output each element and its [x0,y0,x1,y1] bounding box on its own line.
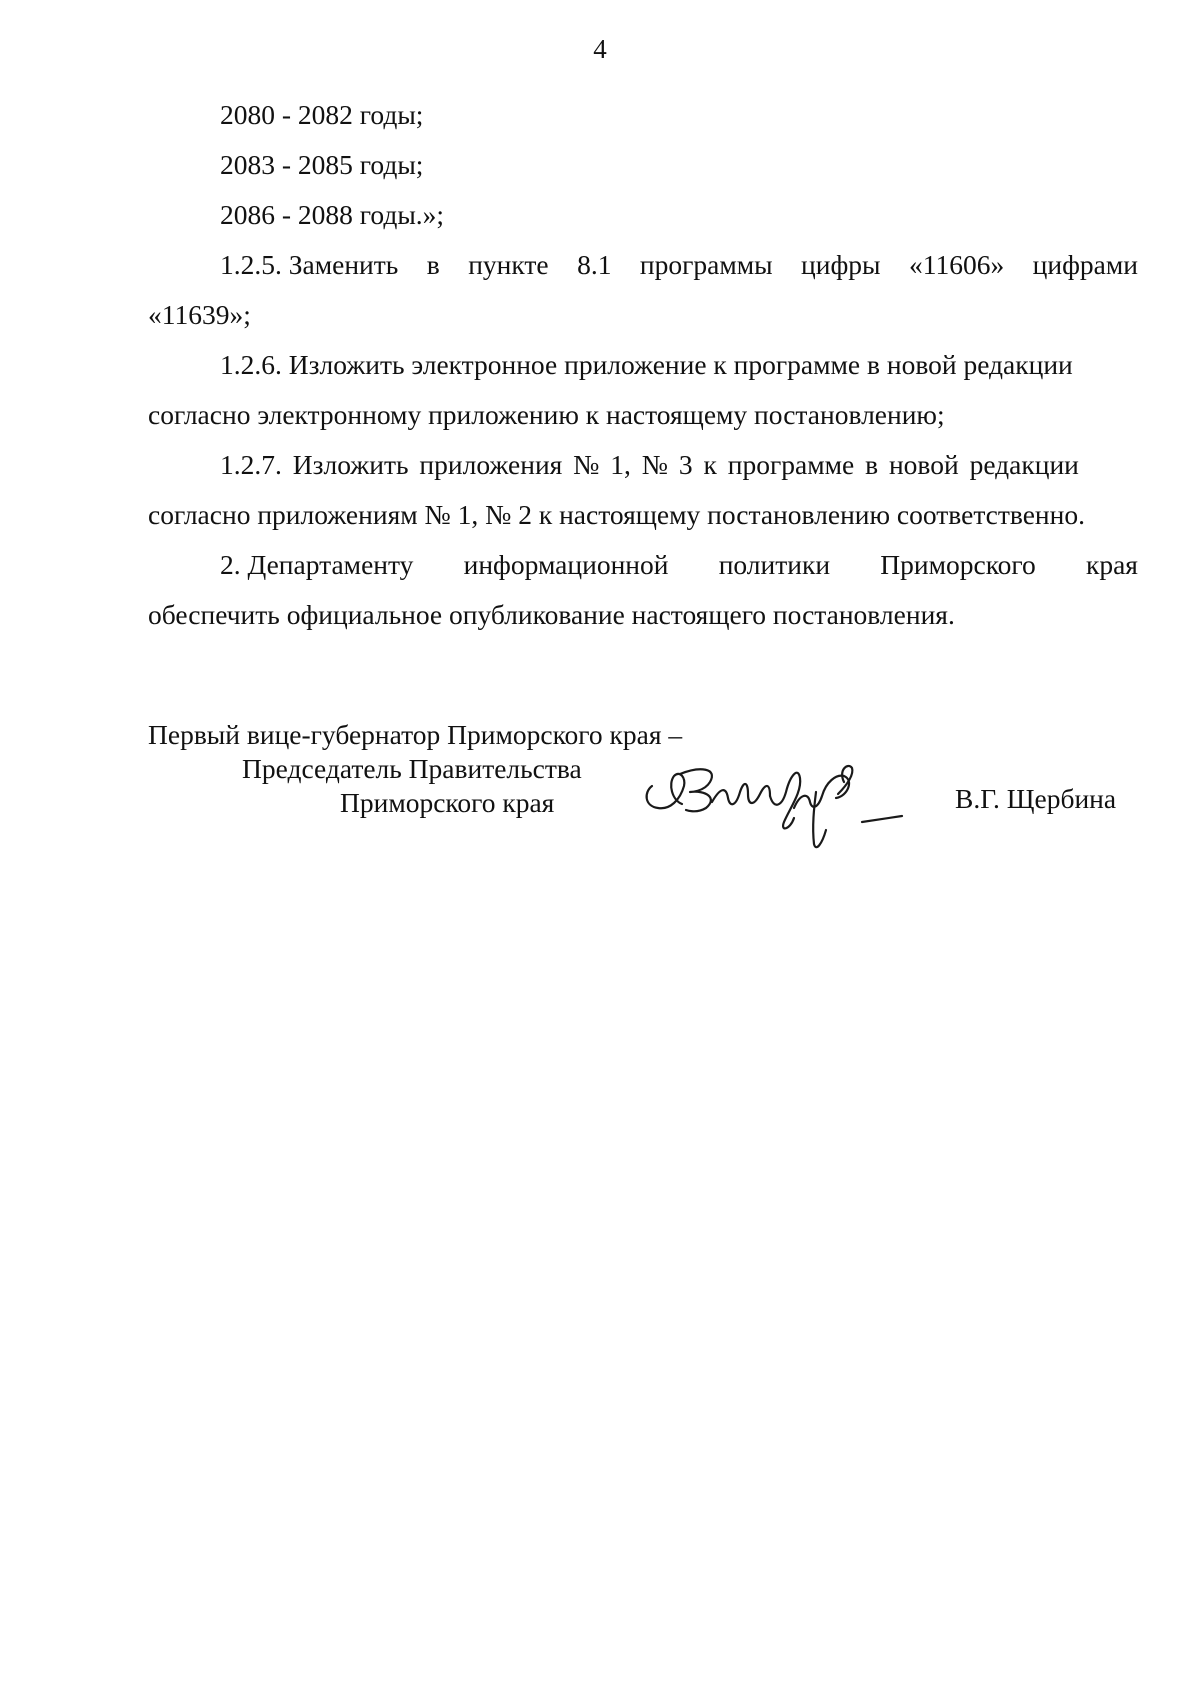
word: политики [718,549,831,580]
signatory-title-line1: Первый вице-губернатор Приморского края – [148,719,683,750]
word: цифрами [1032,249,1138,280]
word: пункте [468,249,549,280]
word: Приморского [880,549,1036,580]
year-range-line: 2086 - 2088 годы.»; [220,199,445,230]
item-2-line1 [148,540,1138,590]
item-1-2-6-line2: согласно электронному приложению к настоящему постановлению; [148,399,945,430]
word: 1.2.5. Заменить [220,249,399,280]
year-range-line: 2080 - 2082 годы; [220,99,424,130]
item-1-2-6-line1: 1.2.6. Изложить электронное приложение к программе в новой редакции [220,349,1073,380]
word: в [426,249,440,280]
document-body [148,90,1138,640]
item-1-2-7-line2: согласно приложениям № 1, № 2 к настоящему постановлению соответственно. [148,499,1085,530]
word: программы [639,249,773,280]
signatory-title-line3: Приморского края [340,787,555,818]
page-number: 4 [593,34,607,64]
item-1-2-7-line1: 1.2.7. Изложить приложения № 1, № 3 к программе в новой редакции [220,449,1079,480]
year-range-line: 2083 - 2085 годы; [220,149,424,180]
signer-name: В.Г. Щербина [955,783,1117,814]
word: 8.1 [577,249,612,280]
word: информационной [463,549,669,580]
word: края [1085,549,1138,580]
word: «11606» [908,249,1005,280]
word: 2. Департаменту [220,549,414,580]
item-2-line2: обеспечить официальное опубликование настоящего постановления. [148,599,955,630]
handwritten-signature [640,748,930,858]
signatory-title-block [148,718,682,820]
signatory-title-line2: Председатель Правительства [242,753,582,784]
item-1-2-5-line1 [148,240,1138,290]
item-1-2-5-line2: «11639»; [148,299,251,330]
word: цифры [801,249,881,280]
